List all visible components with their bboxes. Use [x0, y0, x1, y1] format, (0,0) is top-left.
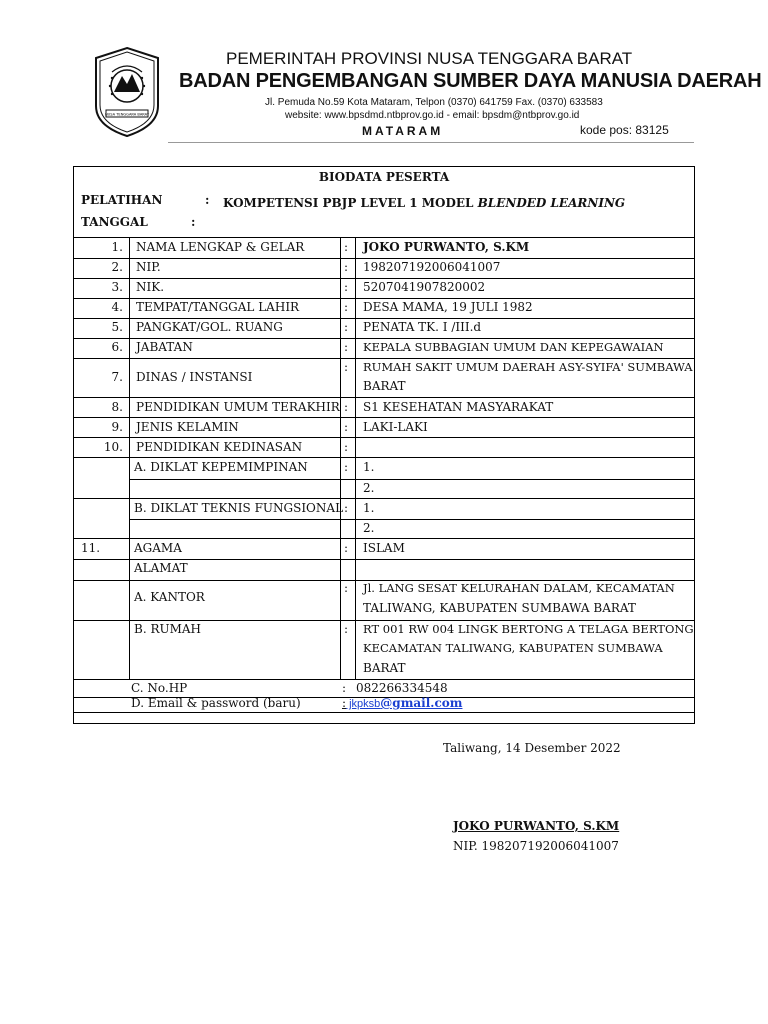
svg-text:NUSA TENGGARA BARAT: NUSA TENGGARA BARAT — [104, 112, 150, 117]
field-value-nip: 198207192006041007 — [363, 260, 501, 274]
field-value-name: JOKO PURWANTO, S.KM — [363, 240, 530, 254]
field-colon: : — [344, 501, 349, 515]
letterhead-address: Jl. Pemuda No.59 Kota Mataram, Telpon (0370) 641759 Fax. (0370) 633583 — [265, 97, 603, 108]
field-colon: : — [344, 460, 349, 474]
form-title: BIODATA PESERTA — [318, 170, 450, 184]
field-label: JENIS KELAMIN — [136, 420, 239, 434]
row-no: 11. — [81, 541, 101, 555]
tanggal-label: TANGGAL — [81, 215, 148, 229]
field-value-phone: 082266334548 — [356, 681, 448, 695]
field-label: NIK. — [136, 280, 165, 294]
field-colon: : — [344, 320, 349, 334]
letterhead-website: website: www.bpsdmd.ntbprov.go.id - email: bpsdm@ntbprov.go.id — [285, 110, 580, 121]
field-colon: : — [344, 300, 349, 314]
field-value-religion: ISLAM — [363, 541, 405, 555]
field-label: AGAMA — [134, 541, 182, 555]
row-no: 8. — [111, 400, 123, 414]
field-label: D. Email & password (baru) — [131, 696, 301, 710]
field-value-education: S1 KESEHATAN MASYARAKAT — [363, 400, 554, 414]
row-no: 10. — [103, 440, 123, 454]
letterhead-government: PEMERINTAH PROVINSI NUSA TENGGARA BARAT — [226, 49, 633, 68]
signatory-nip: NIP. 198207192006041007 — [453, 839, 619, 853]
row-no: 9. — [111, 420, 123, 434]
field-value-agency-line1: RUMAH SAKIT UMUM DAERAH ASY-SYIFA' SUMBAWA — [363, 360, 693, 374]
field-label: TEMPAT/TANGGAL LAHIR — [136, 300, 300, 314]
field-label: A. DIKLAT KEPEMIMPINAN — [134, 460, 308, 474]
field-colon: : — [344, 340, 349, 354]
field-value-rank: PENATA TK. I /III.d — [363, 320, 482, 334]
field-label: DINAS / INSTANSI — [136, 370, 253, 384]
field-label: A. KANTOR — [134, 590, 205, 604]
field-label: PENDIDIKAN UMUM TERAKHIR — [136, 400, 340, 414]
field-label: NAMA LENGKAP & GELAR — [136, 240, 305, 254]
field-value-gender: LAKI-LAKI — [363, 420, 428, 434]
place-date: Taliwang, 14 Desember 2022 — [443, 741, 621, 755]
biodata-form — [73, 166, 695, 724]
field-colon: : — [344, 622, 349, 636]
field-colon: : — [344, 240, 349, 254]
letterhead-agency: BADAN PENGEMBANGAN SUMBER DAYA MANUSIA DAERAH — [179, 70, 762, 92]
field-value-nik: 5207041907820002 — [363, 280, 486, 294]
row-no: 4. — [111, 300, 123, 314]
field-label: NIP. — [136, 260, 161, 274]
provincial-emblem-logo — [92, 46, 162, 138]
field-value-home-line1: RT 001 RW 004 LINGK BERTONG A TELAGA BERTONG — [363, 622, 694, 636]
field-colon: : — [344, 260, 349, 274]
letterhead-postcode: kode pos: 83125 — [580, 123, 669, 137]
field-colon: : — [342, 681, 347, 695]
pelatihan-value: KOMPETENSI PBJP LEVEL 1 MODEL BLENDED LEARNING — [223, 196, 626, 210]
field-label: ALAMAT — [134, 561, 188, 575]
field-label: PENDIDIKAN KEDINASAN — [136, 440, 303, 454]
field-colon: : — [344, 581, 349, 595]
row-no: 2. — [111, 260, 123, 274]
field-label: B. DIKLAT TEKNIS FUNGSIONAL — [134, 501, 344, 515]
field-label: PANGKAT/GOL. RUANG — [136, 320, 283, 334]
field-value-office-line2: TALIWANG, KABUPATEN SUMBAWA BARAT — [363, 601, 636, 615]
row-no: 7. — [111, 370, 123, 384]
field-colon: : — [344, 440, 349, 454]
field-colon: : — [344, 360, 349, 374]
field-value-item: 2. — [363, 521, 375, 535]
row-no: 1. — [111, 240, 123, 254]
field-colon: : — [344, 280, 349, 294]
field-value-office-line1: Jl. LANG SESAT KELURAHAN DALAM, KECAMATAN — [363, 581, 675, 595]
email-value[interactable]: : jkpksb@gmail.com — [342, 696, 463, 710]
field-value-item: 1. — [363, 501, 375, 515]
field-colon: : — [344, 541, 349, 555]
field-label: C. No.HP — [131, 681, 188, 695]
field-value-item: 1. — [363, 460, 375, 474]
letterhead-divider — [168, 142, 694, 143]
field-colon: : — [344, 420, 349, 434]
email-link[interactable]: jkpksb@gmail.com — [346, 696, 463, 710]
letterhead-city: MATARAM — [362, 124, 444, 138]
field-colon: : — [344, 400, 349, 414]
field-value-agency-line2: BARAT — [363, 379, 406, 393]
signatory-name: JOKO PURWANTO, S.KM — [453, 819, 620, 833]
field-value-home-line2: KECAMATAN TALIWANG, KABUPATEN SUMBAWA — [363, 641, 663, 655]
tanggal-colon: : — [191, 215, 196, 229]
field-label: JABATAN — [136, 340, 193, 354]
field-value-item: 2. — [363, 481, 375, 495]
pelatihan-label: PELATIHAN — [81, 193, 163, 207]
field-value-birth: DESA MAMA, 19 JULI 1982 — [363, 300, 533, 314]
row-no: 3. — [111, 280, 123, 294]
row-no: 6. — [111, 340, 123, 354]
field-label: B. RUMAH — [134, 622, 202, 636]
field-value-position: KEPALA SUBBAGIAN UMUM DAN KEPEGAWAIAN — [363, 340, 664, 354]
row-no: 5. — [111, 320, 123, 334]
field-value-home-line3: BARAT — [363, 661, 406, 675]
pelatihan-colon: : — [205, 193, 210, 207]
